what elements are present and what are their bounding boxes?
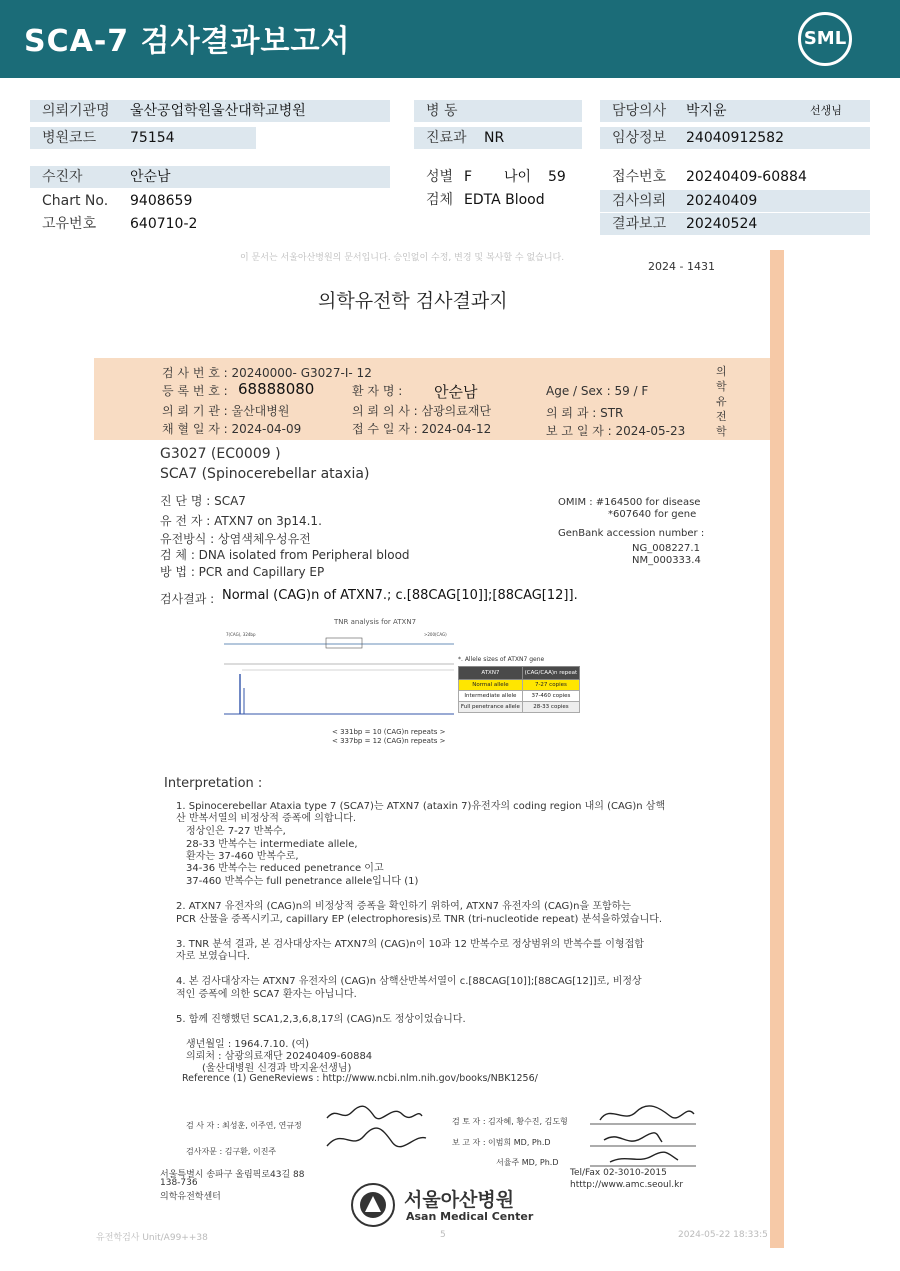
address-2: 138-736 <box>160 1178 198 1188</box>
allele-table <box>458 666 580 713</box>
receipt-label: 접수번호 <box>612 169 667 185</box>
result-label: 검사결과 : <box>160 592 215 606</box>
fig-caption-2: < 337bp = 12 (CAG)n repeats > <box>332 737 446 745</box>
chart-label: Chart No. <box>42 193 109 209</box>
report-value: 20240524 <box>686 216 758 232</box>
banner-req-org: 의 뢰 기 관 : 울산대병원 <box>162 404 290 418</box>
request-label: 검사의뢰 <box>612 193 667 209</box>
interp-line: 정상인은 7-27 반복수, <box>186 826 286 837</box>
interp-line: 4. 본 검사대상자는 ATXN7 유전자의 (CAG)n 삼핵산반복서열이 c.[88CAG[10]];[88CAG[12]]로, 비정상 <box>176 976 642 987</box>
side-char: 전 <box>716 410 727 423</box>
testers: 검 사 자 : 최성훈, 이주연, 연규정 <box>186 1121 302 1130</box>
uid-label: 고유번호 <box>42 216 97 232</box>
advisors: 검사자문 : 김구환, 이진주 <box>186 1147 277 1156</box>
dept-field <box>414 127 582 149</box>
inheritance: 유전방식 : 상염색체우성유전 <box>160 532 311 546</box>
side-char: 학 <box>716 425 727 438</box>
footer-left: 유전학검사 Unit/A99++38 <box>96 1233 208 1243</box>
side-char: 유 <box>716 395 727 408</box>
scan-title: 의학유전학 검사결과지 <box>318 290 508 312</box>
chart-field <box>30 190 390 212</box>
doctor-suffix: 선생님 <box>810 104 842 117</box>
interp-line: PCR 산물을 증폭시키고, capillary EP (electrophoresis)로 TNR (tri-nucleotide repeat) 분석을하였습니다. <box>176 914 663 925</box>
address-1: 서울특별시 송파구 올림픽로43길 88 <box>160 1170 305 1180</box>
interpretation-title: Interpretation : <box>164 776 263 791</box>
omim-gene: *607640 for gene <box>608 509 697 520</box>
birth-date: 생년월일 : 1964.7.10. (여) <box>186 1039 310 1050</box>
banner-patient-label: 환 자 명 : <box>352 384 403 398</box>
footer-right: 2024-05-22 18:33:5 <box>678 1230 768 1240</box>
report-title: SCA-7 검사결과보고서 <box>24 24 351 59</box>
tnr-figure <box>214 614 584 749</box>
footer-page: 5 <box>440 1230 446 1240</box>
interp-line: 2. ATXN7 유전자의 (CAG)n의 비정상적 증폭을 확인하기 위하여, ATXN7 유전자의 (CAG)n을 포함하는 <box>176 901 631 912</box>
dept-label: 진료과 <box>426 130 467 146</box>
specimen-value: EDTA Blood <box>464 192 545 208</box>
test-name: SCA7 (Spinocerebellar ataxia) <box>160 466 370 482</box>
clinical-field <box>600 127 870 149</box>
specimen-field <box>414 189 594 211</box>
referrer: 의뢰처 : 삼광의료재단 20240409-60884 <box>186 1051 373 1062</box>
interp-line: 34-36 반복수는 reduced penetrance 이고 <box>186 863 384 874</box>
side-char: 학 <box>716 380 727 393</box>
banner-req-doc: 의 뢰 의 사 : 삼광의료재단 <box>352 404 492 418</box>
banner-draw-date: 채 혈 일 자 : 2024-04-09 <box>162 422 302 436</box>
reporter-2: 서율주 MD, Ph.D <box>496 1158 559 1167</box>
allele-head-cell: (CAG/CAA)n repeat <box>522 667 579 680</box>
dept-value: NR <box>484 130 505 146</box>
allele-cell: 37-460 copies <box>522 691 579 702</box>
age-value: 59 <box>548 169 566 185</box>
banner-test-no: 검 사 번 호 : 20240000- G3027-I- 12 <box>162 366 372 380</box>
report-header <box>0 0 900 78</box>
allele-cell: 7-27 copies <box>522 680 579 691</box>
sex-age-field <box>414 166 594 188</box>
doc-number: 2024 - 1431 <box>648 260 715 273</box>
doctor-value: 박지윤 <box>686 103 727 119</box>
allele-row <box>459 702 580 713</box>
clinical-label: 임상정보 <box>612 130 667 146</box>
reporter: 보 고 자 : 이범희 MD, Ph.D <box>452 1138 551 1147</box>
allele-head-cell: ATXN7 <box>459 667 523 680</box>
ward-label: 병 동 <box>426 103 458 119</box>
website: htttp://www.amc.seoul.kr <box>570 1180 684 1190</box>
banner-recv-date: 접 수 일 자 : 2024-04-12 <box>352 422 492 436</box>
patient-field <box>30 166 390 188</box>
interp-line: 산 반복서열의 비정상적 증폭에 의합니다. <box>176 813 357 824</box>
gene: 유 전 자 : ATXN7 on 3p14.1. <box>160 514 322 528</box>
banner-reg-label: 등 록 번 호 : <box>162 384 228 398</box>
banner-patient: 안순남 <box>434 383 478 401</box>
reviewers: 검 토 자 : 김자혜, 황수진, 김도형 <box>452 1117 568 1126</box>
allele-table-title: *. Allele sizes of ATXN7 gene <box>458 656 545 663</box>
sample: 검 체 : DNA isolated from Peripheral blood <box>160 548 410 562</box>
patient-value: 안순남 <box>130 169 171 185</box>
allele-cell: 28-33 copies <box>522 702 579 713</box>
request-field <box>600 190 870 212</box>
interp-line: 5. 함께 진행했던 SCA1,2,3,6,8,17의 (CAG)n도 정상이었습니다. <box>176 1014 466 1025</box>
allele-cell: Intermediate allele <box>459 691 523 702</box>
banner-reg-no: 68888080 <box>238 380 315 398</box>
test-code: G3027 (EC0009 ) <box>160 446 281 462</box>
allele-row <box>459 680 580 691</box>
address-3: 의학유전학센터 <box>160 1192 221 1202</box>
tel: Tel/Fax 02-3010-2015 <box>570 1168 667 1178</box>
hospital-name-ko: 서울아산병원 <box>404 1189 515 1211</box>
specimen-label: 검체 <box>426 192 454 208</box>
interp-line: 1. Spinocerebellar Ataxia type 7 (SCA7)는 ATXN7 (ataxin 7)유전자의 coding region 내의 (CAG)n 삼핵 <box>176 801 666 812</box>
hospital-code-label: 병원코드 <box>42 130 97 146</box>
request-value: 20240409 <box>686 193 758 209</box>
tester-signature-icon <box>322 1098 432 1158</box>
requester-field <box>30 100 390 122</box>
scan-edge-stripe <box>770 250 784 1248</box>
result-value: Normal (CAG)n of ATXN7.; c.[88CAG[10]];[88CAG[12]]. <box>222 588 578 603</box>
receipt-value: 20240409-60884 <box>686 169 807 185</box>
doctor-field <box>600 100 870 122</box>
fig-tiny-label: >200(CAG) <box>424 632 447 637</box>
requester-value: 울산공업학원울산대학교병원 <box>130 103 306 119</box>
genbank-label: GenBank accession number : <box>558 528 705 539</box>
interp-line: 37-460 반복수는 full penetrance allele입니다 (1) <box>186 876 419 887</box>
allele-cell: Normal allele <box>459 680 523 691</box>
genbank-nm: NM_000333.4 <box>632 555 701 566</box>
fig-caption-1: < 331bp = 10 (CAG)n repeats > <box>332 728 446 736</box>
fig-tiny-label: 7(CAG), 324bp <box>226 632 256 637</box>
hospital-name-en: Asan Medical Center <box>406 1210 534 1223</box>
genbank-ng: NG_008227.1 <box>632 543 700 554</box>
sex-value: F <box>464 169 473 185</box>
interp-line: 적인 증폭에 의한 SCA7 환자는 아닙니다. <box>176 989 357 1000</box>
interp-line: 환자는 37-460 반복수로, <box>186 851 299 862</box>
interp-line: 자로 보였습니다. <box>176 951 250 962</box>
hospital-code-field <box>30 127 256 149</box>
banner-req-dept: 의 뢰 과 : STR <box>546 406 624 420</box>
diagnosis: 진 단 명 : SCA7 <box>160 494 246 508</box>
fig-title: TNR analysis for ATXN7 <box>334 618 417 626</box>
banner-rep-date: 보 고 일 자 : 2024-05-23 <box>546 424 686 438</box>
receipt-field <box>600 166 870 188</box>
uid-field <box>30 213 390 235</box>
report-field <box>600 213 870 235</box>
report-label: 결과보고 <box>612 216 667 232</box>
allele-row <box>459 691 580 702</box>
asan-foundation-seal-icon <box>350 1182 396 1228</box>
ward-field <box>414 100 582 122</box>
banner-side-label <box>716 364 730 439</box>
side-char: 의 <box>716 365 727 378</box>
sml-logo-icon: SML <box>798 12 852 66</box>
chart-value: 9408659 <box>130 193 193 209</box>
doctor-label: 담당의사 <box>612 103 667 119</box>
referrer-detail: (울산대병원 신경과 박지윤선생님) <box>202 1063 352 1074</box>
interp-line: 28-33 반복수는 intermediate allele, <box>186 839 358 850</box>
hospital-code-value: 75154 <box>130 130 175 146</box>
age-label: 나이 <box>504 169 532 185</box>
banner-agesex: Age / Sex : 59 / F <box>546 384 649 398</box>
omim-disease: OMIM : #164500 for disease <box>558 497 701 508</box>
sex-label: 성별 <box>426 169 454 185</box>
clinical-value: 24040912582 <box>686 130 784 146</box>
uid-value: 640710-2 <box>130 216 198 232</box>
allele-header-row <box>459 667 580 680</box>
method: 방 법 : PCR and Capillary EP <box>160 565 325 579</box>
requester-label: 의뢰기관명 <box>42 103 110 119</box>
reference: Reference (1) GeneReviews : http://www.ncbi.nlm.nih.gov/books/NBK1256/ <box>182 1073 538 1084</box>
patient-label: 수진자 <box>42 169 83 185</box>
scan-top-note: 이 문서는 서울아산병원의 문서입니다. 승인없이 수정, 변경 및 복사할 수 없습니다. <box>240 253 565 263</box>
interp-line: 3. TNR 분석 결과, 본 검사대상자는 ATXN7의 (CAG)n이 10과 12 반복수로 정상범위의 반복수를 이형접합 <box>176 939 644 950</box>
reviewer-signature-icon <box>590 1098 700 1170</box>
allele-cell: Full penetrance allele <box>459 702 523 713</box>
